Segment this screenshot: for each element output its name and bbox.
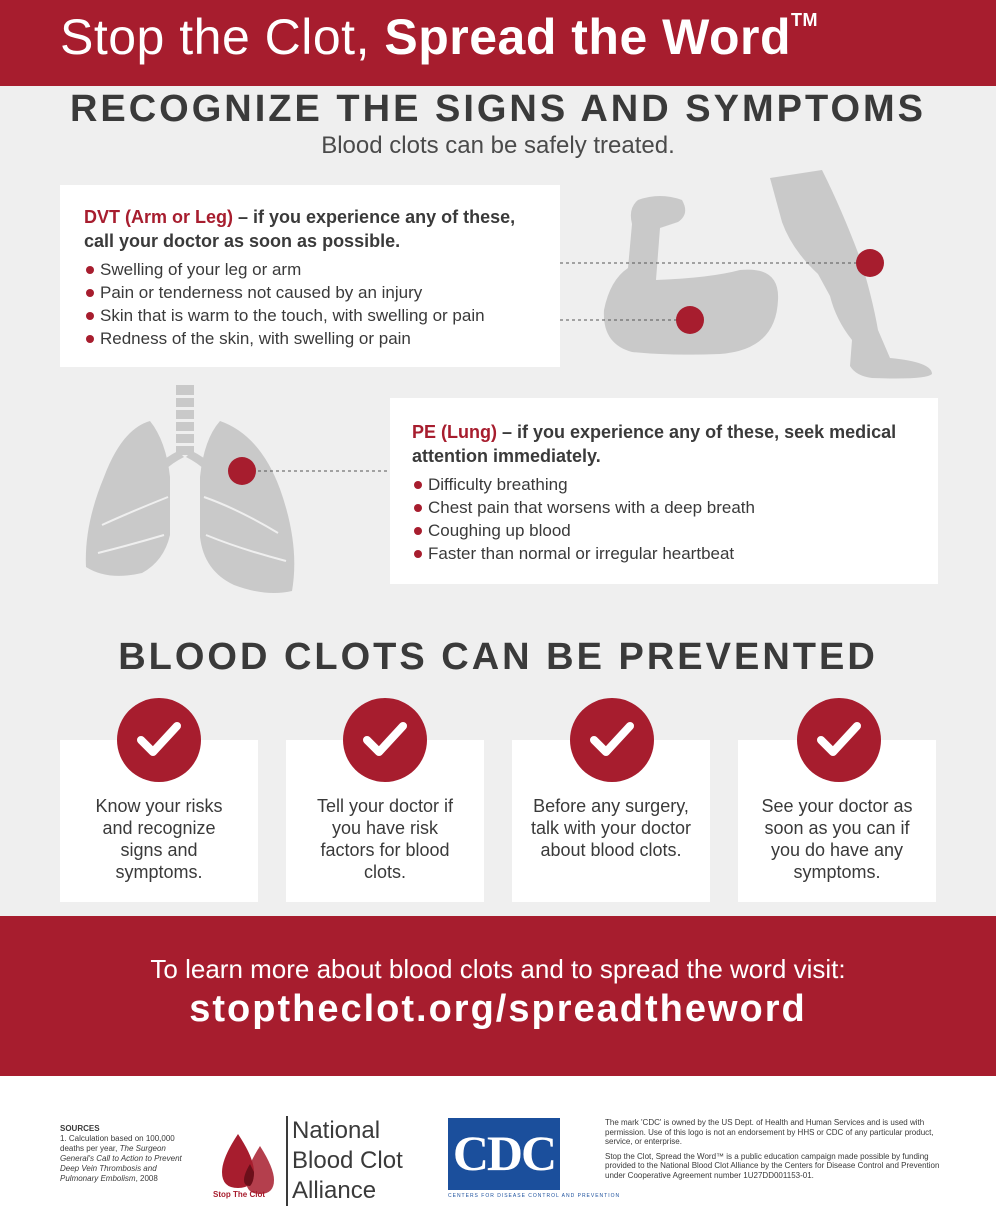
recognize-subheading: Blood clots can be safely treated. — [321, 132, 675, 159]
header-banner — [0, 0, 996, 86]
dvt-instruction: – if you experience any of these, call your doctor as soon as possible. — [84, 207, 516, 251]
dvt-label: DVT (Arm or Leg) — [84, 207, 234, 227]
pe-instruction: – if you experience any of these, seek medical attention immediately. — [412, 422, 897, 466]
checkmark-icon — [570, 698, 654, 782]
legal-paragraph: The mark 'CDC' is owned by the US Dept. of Health and Human Services and is used with permission. Use of this logo is not an endorsement by HHS or CDC of any particular product, service, or enterprise. — [605, 1118, 934, 1146]
list-item: Faster than normal or irregular heartbeat — [412, 542, 912, 565]
sources-note — [60, 1124, 190, 1184]
tip-text: Tell your doctor if you have risk factors for blood clots. — [316, 796, 454, 882]
sources-title: SOURCES — [60, 1124, 100, 1133]
cdc-logo-text: CDC — [452, 1125, 556, 1181]
title-bold: Spread the Word — [384, 9, 791, 65]
recognize-heading: RECOGNIZE THE SIGNS AND SYMPTOMS — [69, 88, 927, 130]
checkmark-icon — [343, 698, 427, 782]
ncba-tagline: Stop The Clot — [213, 1190, 265, 1199]
dvt-heading — [84, 205, 534, 253]
legal-paragraph: Stop the Clot, Spread the Word™ is a public education campaign made possible by funding provided to the National Blood Clot Alliance by the Centers for Disease Control and Prevention under Cooperative Agreement number 1U27DD001153-01. — [605, 1151, 940, 1180]
checkmark-icon — [117, 698, 201, 782]
arm-leg-illustration — [560, 170, 960, 385]
dvt-symptom-list — [84, 258, 534, 350]
arm-clot-marker — [676, 306, 704, 334]
pe-heading — [412, 420, 912, 468]
sources-year: , 2008 — [135, 1174, 158, 1183]
pe-label: PE (Lung) — [412, 422, 497, 442]
cdc-logo — [448, 1118, 560, 1190]
cdc-subtext: CENTERS FOR DISEASE CONTROL AND PREVENTION — [448, 1193, 621, 1199]
cta-text: To learn more about blood clots and to spread the word visit: — [150, 954, 846, 984]
list-item: Pain or tenderness not caused by an injury — [84, 281, 534, 304]
pe-card — [390, 398, 938, 584]
legal-notice — [605, 1118, 945, 1180]
dvt-card — [60, 185, 560, 367]
sources-line: 1. Calculation based on 100,000 deaths per year, — [60, 1134, 175, 1153]
ncba-name-line: National — [292, 1117, 381, 1144]
ncba-name-line: Blood Clot — [292, 1147, 403, 1174]
sources-citation: The Surgeon General's Call to Action to Prevent Deep Vein Thrombosis and Pulmonary Embolism — [60, 1144, 182, 1183]
lung-right-icon — [200, 421, 294, 593]
checkmark-icon — [797, 698, 881, 782]
list-item: Coughing up blood — [412, 519, 912, 542]
list-item: Difficulty breathing — [412, 473, 912, 496]
prevent-heading: BLOOD CLOTS CAN BE PREVENTED — [118, 636, 878, 678]
list-item: Redness of the skin, with swelling or pain — [84, 327, 534, 350]
lungs-illustration — [78, 385, 398, 600]
tip-text: See your doctor as soon as you can if you do have any symptoms. — [761, 796, 913, 882]
tip-text: Know your risks and recognize signs and symptoms. — [95, 796, 223, 882]
page-title — [60, 8, 818, 66]
cta-url-link[interactable]: stoptheclot.org/spreadtheword — [189, 988, 807, 1030]
leg-clot-marker — [856, 249, 884, 277]
trademark-mark: TM — [790, 10, 818, 30]
list-item: Swelling of your leg or arm — [84, 258, 534, 281]
tip-text: Before any surgery, talk with your doctor about blood clots. — [530, 796, 692, 860]
pe-symptom-list — [412, 473, 912, 565]
ncba-name — [286, 1116, 403, 1206]
title-light: Stop the Clot, — [60, 9, 385, 65]
lung-clot-marker — [228, 457, 256, 485]
list-item: Skin that is warm to the touch, with swelling or pain — [84, 304, 534, 327]
ncba-name-line: Alliance — [292, 1177, 377, 1204]
leg-icon — [770, 170, 932, 379]
list-item: Chest pain that worsens with a deep breath — [412, 496, 912, 519]
